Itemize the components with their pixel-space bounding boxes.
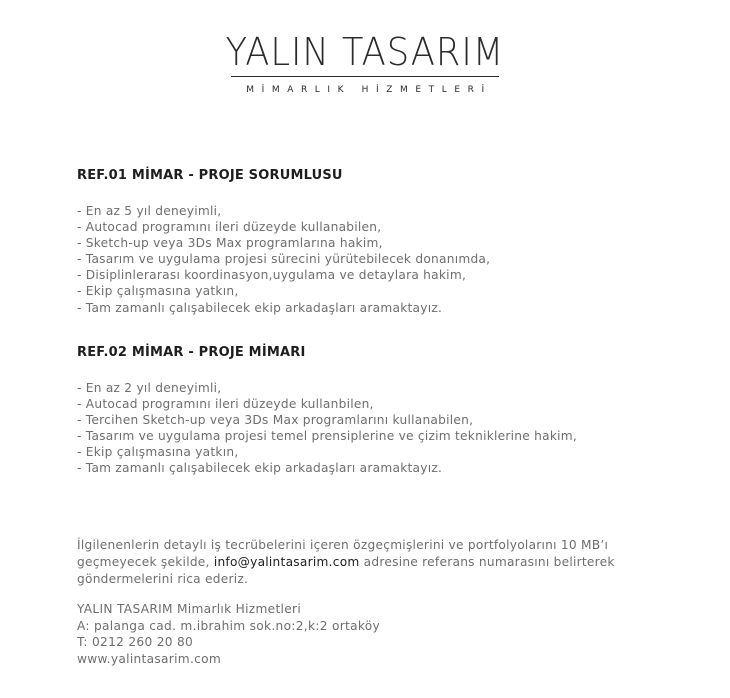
requirement-item: - Sketch-up veya 3Ds Max programlarına hakim,: [77, 236, 383, 251]
website-link[interactable]: www.yalintasarim.com: [77, 651, 222, 666]
requirement-item: - Ekip çalışmasına yatkın,: [77, 284, 239, 299]
logo: [0, 30, 730, 95]
requirement-item: - Tam zamanlı çalışabilecek ekip arkadaşları aramaktayız.: [77, 300, 443, 315]
requirement-item: - Autocad programını ileri düzeyde kullanabilen,: [77, 220, 382, 235]
application-text: İlgilenenlerin detaylı iş tecrübelerini içeren özgeçmişlerini ve portfolyolarını 10 MB’ı geçmeyecek şekilde,: [77, 538, 609, 569]
logo-divider: [231, 76, 499, 77]
requirement-item: - Tasarım ve uygulama projesi temel prensiplerine ve çizim tekniklerine hakim,: [77, 429, 578, 444]
email-link[interactable]: info@yalintasarim.com: [213, 555, 360, 569]
position-ref-01: [77, 167, 677, 316]
position-ref-02: [77, 344, 677, 477]
requirement-item: - Tasarım ve uygulama projesi sürecini yürütebilecek donanımda,: [77, 252, 491, 267]
requirement-item: - Disiplinlerarası koordinasyon,uygulama ve detaylara hakim,: [77, 268, 467, 283]
requirement-item: - Autocad programını ileri düzeyde kullanbilen,: [77, 397, 374, 412]
requirements-list: [77, 203, 677, 316]
requirement-item: - En az 2 yıl deneyimli,: [77, 381, 222, 395]
position-title: REF.01 MİMAR - PROJE SORUMLUSU: [77, 168, 343, 183]
requirement-item: - En az 5 yıl deneyimli,: [77, 204, 222, 218]
application-text-end: adresine referans numarasını belirterek göndermelerini rica ederiz.: [77, 555, 615, 586]
requirements-list: [77, 380, 677, 477]
contact-block: [77, 601, 380, 667]
company-name: YALIN TASARIM Mimarlık Hizmetleri: [77, 602, 302, 616]
requirement-item: - Ekip çalışmasına yatkın,: [77, 445, 239, 460]
requirement-item: - Tam zamanlı çalışabilecek ekip arkadaşları aramaktayız.: [77, 461, 443, 476]
application-note: [77, 537, 677, 588]
logo-title: YALIN TASARIM: [225, 30, 505, 74]
address: A: palanga cad. m.ibrahim sok.no:2,k:2 ortaköy: [77, 618, 381, 633]
position-title: REF.02 MİMAR - PROJE MİMARI: [77, 345, 306, 360]
logo-subtitle: MİMARLIK HİZMETLERİ: [246, 85, 492, 95]
phone: T: 0212 260 20 80: [77, 635, 194, 650]
requirement-item: - Tercihen Sketch-up veya 3Ds Max programlarını kullanabilen,: [77, 413, 474, 428]
